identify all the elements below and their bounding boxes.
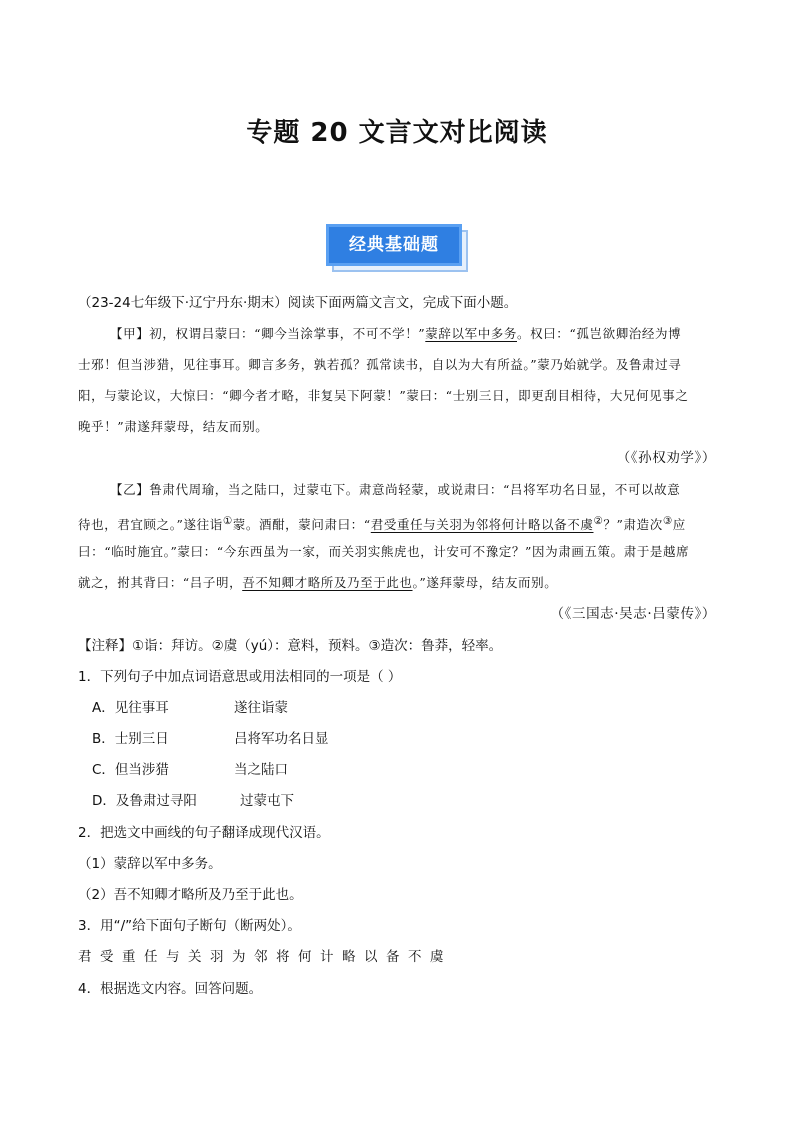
yi-line-4: [78, 574, 557, 592]
yi-line-2-a: 待也，君宜顾之。”遂往诣: [78, 517, 223, 533]
jia-line-2: 士邪！但当涉猎，见往事耳。卿言多务，孰若孤？孤常读书，自以为大有所益。”蒙乃始就学。及鲁肃过寻: [78, 357, 682, 372]
yi-line-2-d: 应: [672, 517, 686, 533]
banner-label: 经典基础题: [326, 224, 462, 266]
intro-text: （23-24七年级下·辽宁丹东·期末）阅读下面两篇文言文，完成下面小题。: [78, 295, 518, 311]
jia-line-1-b: 。权曰：“孤岂欲卿治经为博: [517, 326, 682, 341]
option-b-left: B．士别三日: [92, 731, 169, 747]
note-marker-3: ③: [662, 515, 673, 527]
yi-line-2-b: 蒙。酒酣，蒙问肃曰：“: [232, 517, 371, 533]
option-d-left: D．及鲁肃过寻阳: [92, 793, 197, 809]
section-banner: [326, 224, 468, 274]
yi-line-4-b: 。”遂拜蒙母，结友而别。: [412, 575, 558, 590]
jia-line-1-a: 【甲】初，权谓吕蒙曰：“卿今当涂掌事，不可不学！”: [110, 326, 426, 341]
yi-line-1: 【乙】鲁肃代周瑜，当之陆口，过蒙屯下。肃意尚轻蒙，或说肃曰：“吕将军功名日显，不可以故意: [110, 482, 681, 497]
jia-line-3: 阳，与蒙论议，大惊曰：“卿今者才略，非复吴下阿蒙！”蒙曰：“士别三日，即更刮目相待，大兄何见事之: [78, 388, 689, 403]
note-marker-2: ②: [593, 515, 604, 527]
jia-underlined-sentence: 蒙辞以军中多务: [425, 326, 517, 341]
yi-line-2: [78, 512, 686, 534]
jia-line-4: 晚乎！”肃遂拜蒙母，结友而别。: [78, 419, 269, 434]
jia-source: （《孙权劝学》）: [616, 450, 716, 466]
question-2-sub-2: （2）吾不知卿才略所及乃至于此也。: [78, 887, 303, 903]
yi-line-2-c: ？”肃造次: [603, 517, 663, 533]
yi-underlined-sentence-2: 吾不知卿才略所及乃至于此也: [242, 575, 413, 590]
option-a-right: 遂往诣蒙: [234, 700, 288, 716]
yi-underlined-sentence-1: 君受重任与关羽为邻将何计略以备不虞: [370, 517, 594, 533]
question-4-stem: 4．根据选文内容。回答问题。: [78, 981, 263, 997]
annotation-note: 【注释】①诣：拜访。②虞（yú）：意料，预料。③造次：鲁莽，轻率。: [78, 638, 503, 654]
jia-line-1: [110, 325, 681, 343]
question-1-stem: 1．下列句子中加点词语意思或用法相同的一项是（ ）: [78, 669, 402, 685]
option-a-left: A．见往事耳: [92, 700, 169, 716]
option-d-right: 过蒙屯下: [240, 793, 294, 809]
yi-line-3: 曰：“临时施宜。”蒙曰：“今东西虽为一家，而关羽实熊虎也，计安可不豫定？”因为肃画五策。肃于是越席: [78, 544, 690, 559]
option-b-right: 吕将军功名日显: [234, 731, 329, 747]
note-marker-1: ①: [222, 515, 233, 527]
option-c-right: 当之陆口: [234, 762, 288, 778]
question-2-stem: 2．把选文中画线的句子翻译成现代汉语。: [78, 825, 330, 841]
question-3-stem: 3．用“/”给下面句子断句（断两处）。: [78, 918, 301, 934]
option-c-left: C．但当涉猎: [92, 762, 169, 778]
yi-source: （《三国志·吴志·吕蒙传》）: [550, 606, 716, 622]
question-2-sub-1: （1）蒙辞以军中多务。: [78, 856, 222, 872]
page-title: 专题 20 文言文对比阅读: [246, 118, 548, 148]
question-3-sentence: 君受重任与关羽为邻将何计略以备不虞: [78, 949, 452, 965]
yi-line-4-a: 就之，拊其背曰：“吕子明，: [78, 575, 243, 590]
